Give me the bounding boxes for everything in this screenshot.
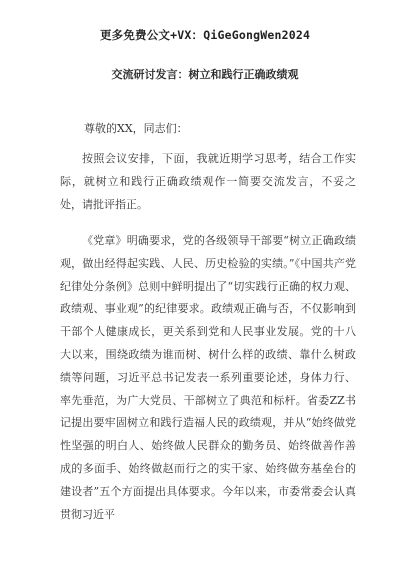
salutation: 尊敬的XX，同志们：: [84, 122, 188, 135]
header-watermark-text: 更多免费公文+VX：QiGeGongWen2024: [99, 28, 311, 42]
paragraph-intro: 按照会议安排，下面，我就近期学习思考，结合工作实际，就树立和践行正确政绩观作一简要交流发言，不妥之处，请批评指正。: [60, 152, 356, 211]
paragraph-body: 《党章》明确要求，党的各级领导干部要“树立正确政绩观，做出经得起实践、人民、历史检验的实绩。”《中国共产党纪律处分条例》总则中鲜明提出了“切实践行正确的权力观、政绩观、事业观”的纪律要求。政绩观正确与否，不仅影响到干部个人健康成长，更关系到党和人民事业发展。党的十八大以来，围绕政绩为谁而树、树什么样的政绩、靠什么树政绩等问题，习近平总书记发表一系列重要论述，身体力行、率先垂范，为广大党员、干部树立了典范和标杆。省委ZZ书记提出要牢固树立和践行造福人民的政绩观，并从“始终做党性坚强的明白人、始终做人民群众的勤务员、始终做善作善成的多面手、始终做赵而行之的实干家、始终做夯基垒台的建设者”五个方面提出具体要求。今年以来，市委常委会认真贯彻习近平: [60, 234, 356, 521]
document-title: 交流研讨发言：树立和践行正确政绩观: [111, 68, 299, 81]
